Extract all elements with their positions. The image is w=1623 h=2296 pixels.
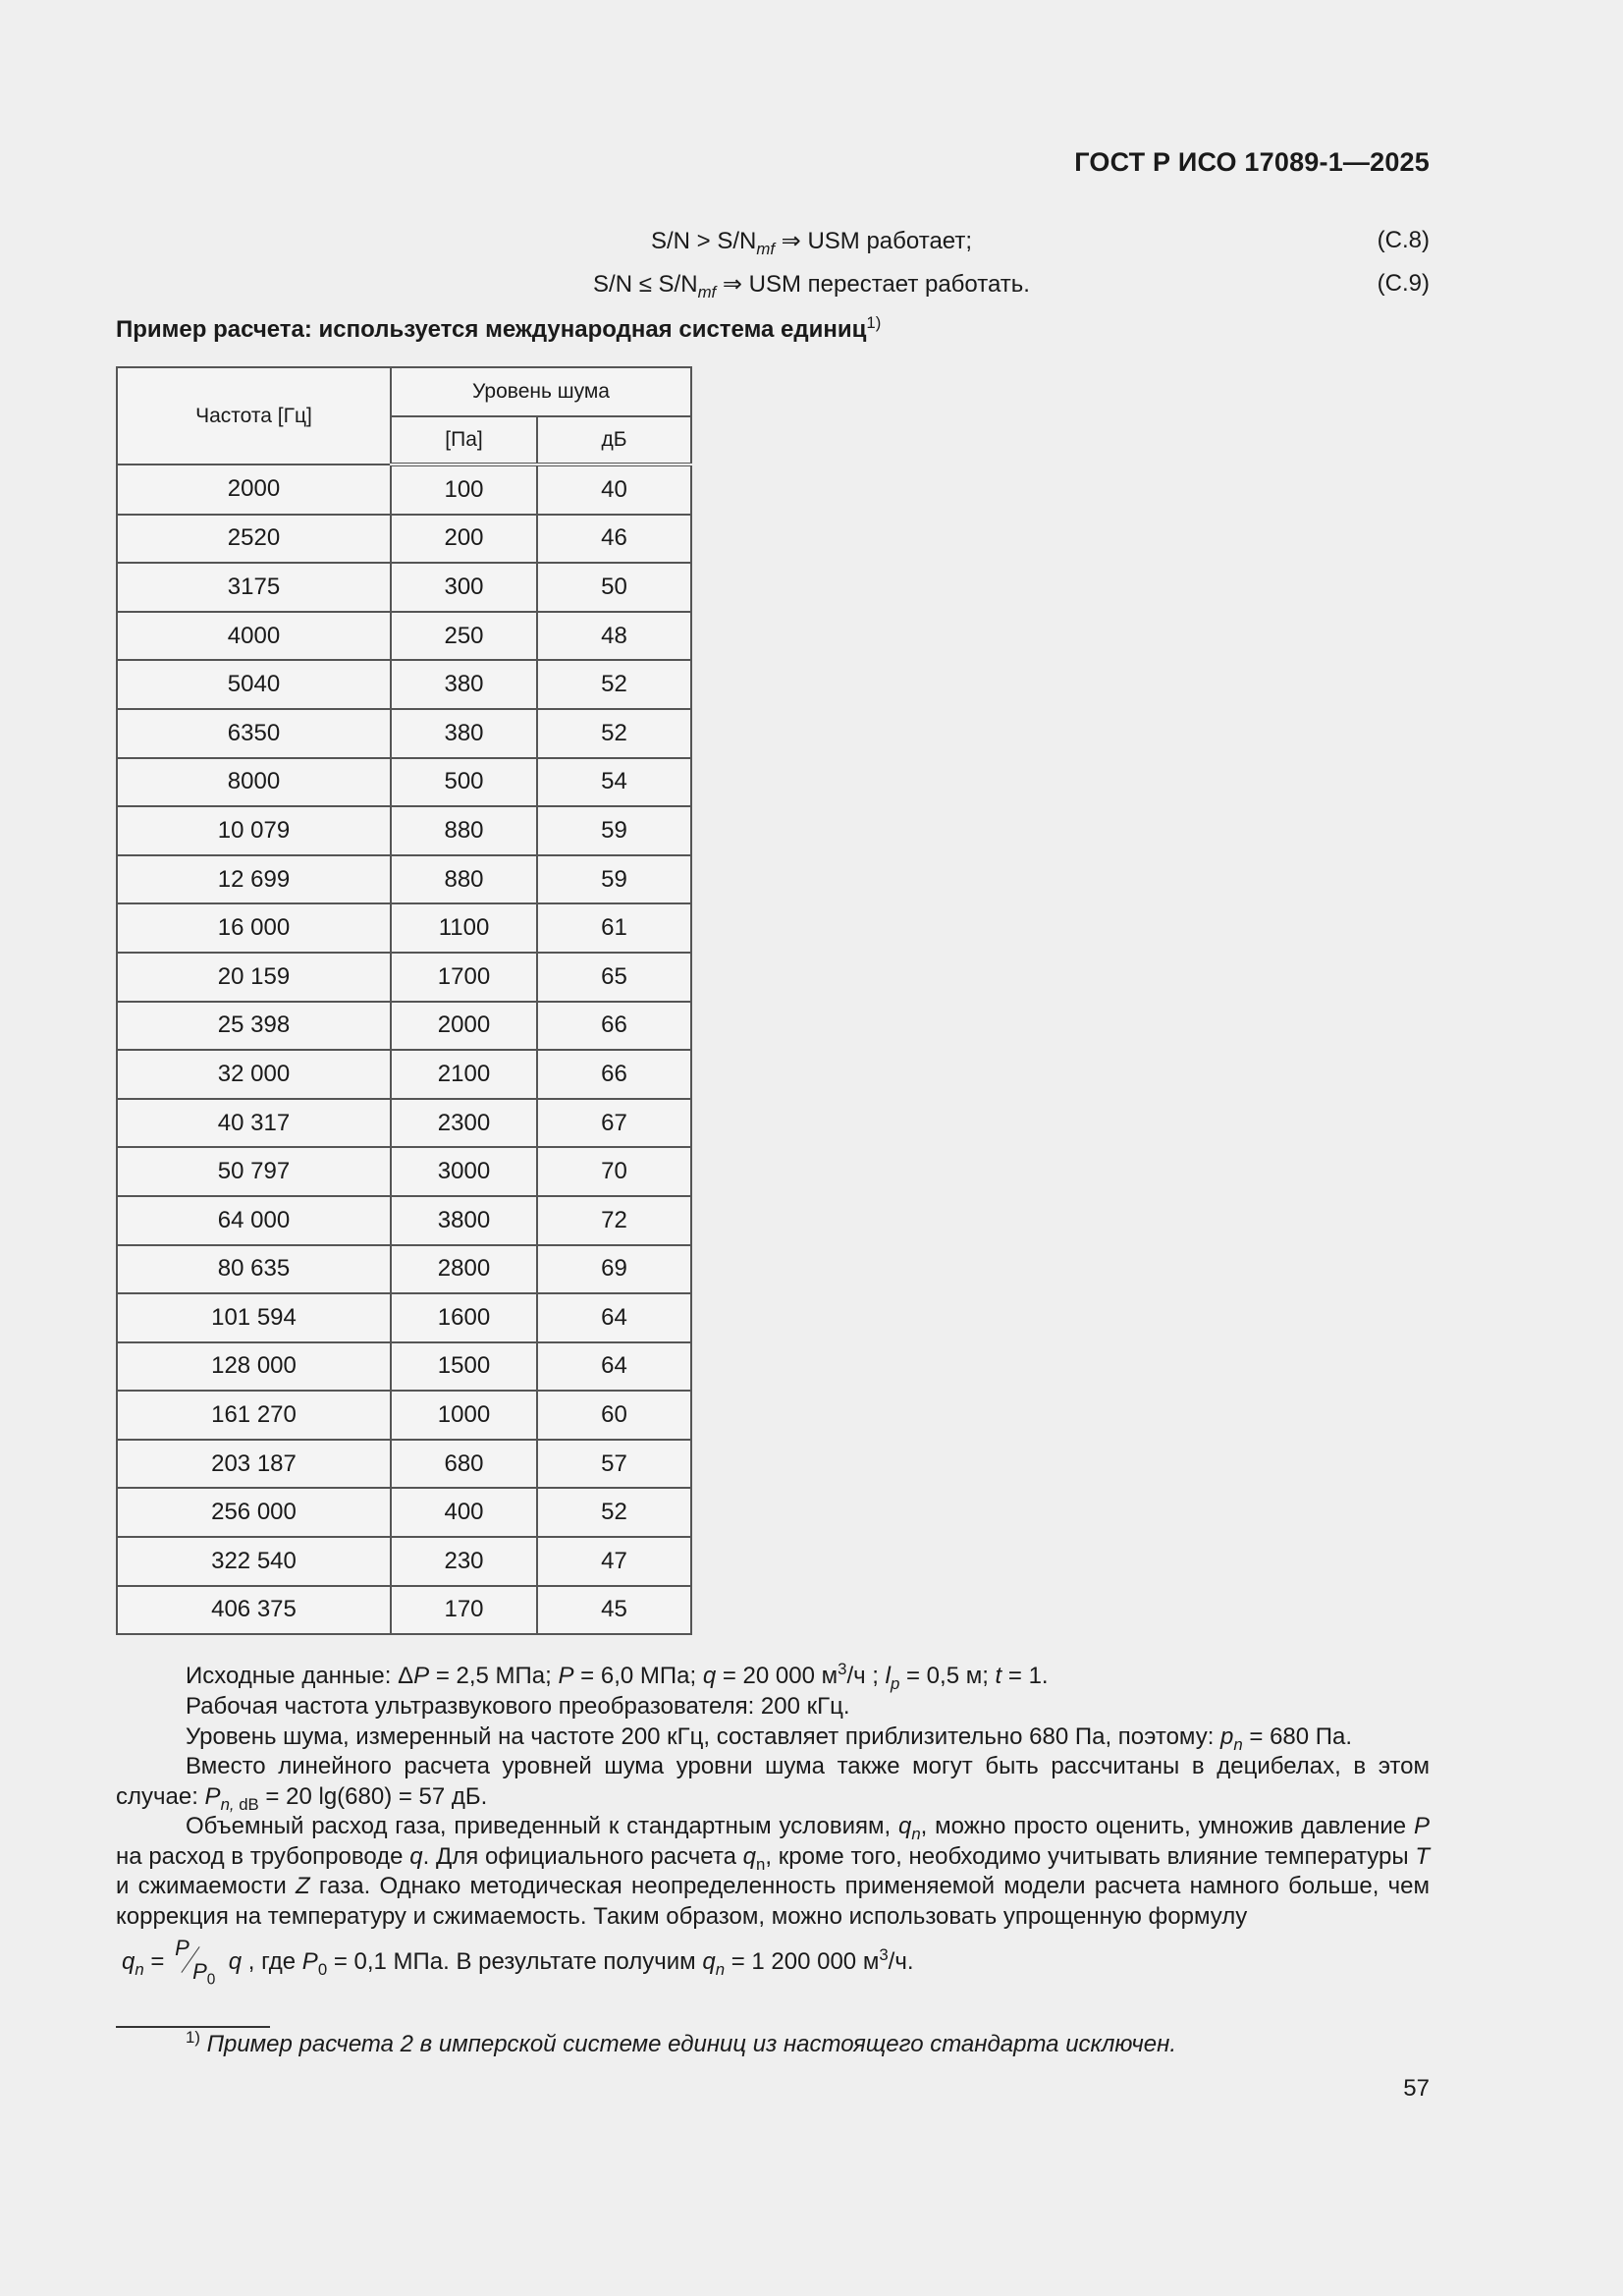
cell-frequency: 8000 — [117, 758, 391, 807]
cell-pa: 880 — [391, 855, 537, 904]
cell-db: 64 — [537, 1293, 691, 1342]
cell-pa: 300 — [391, 563, 537, 612]
cell-db: 52 — [537, 1488, 691, 1537]
paragraph-volumetric-flow: Объемный расход газа, приведенный к стандартным условиям, $q_n$, можно просто оценить, умножив давление P на расход в трубопроводе q. Для официального расчета $q_n$, кроме того, необходимо учитывать влияние температуры T и сжимаемости Z газа. Однако методическая неопределенность применяемой модели расчета намного больше, чем коррекция на температуру и сжимаемость. Таким образом, можно использовать упрощенную формулу — [116, 1813, 1430, 1930]
cell-frequency: 128 000 — [117, 1342, 391, 1392]
cell-pa: 230 — [391, 1537, 537, 1586]
cell-pa: 2800 — [391, 1245, 537, 1294]
table-row — [117, 1537, 691, 1586]
cell-db: 57 — [537, 1440, 691, 1489]
formula-fraction: P $P_0$ — [175, 1936, 216, 1989]
header-pa: [Па] — [391, 416, 537, 465]
cell-frequency: 4000 — [117, 612, 391, 661]
paragraph-decibels: Вместо линейного расчета уровней шума уровни шума также могут быть рассчитаны в децибелах, в этом случае: $P_{n, dB} = 20$ lg(680) = 57 дБ. — [116, 1753, 1430, 1814]
cell-pa: 880 — [391, 806, 537, 855]
cell-pa: 500 — [391, 758, 537, 807]
table-row — [117, 903, 691, 953]
cell-frequency: 50 797 — [117, 1147, 391, 1196]
paragraph-noise-level: Уровень шума, измеренный на частоте 200 кГц, составляет приблизительно 680 Па, поэтому: $p_n = 680$ Па. — [186, 1723, 1353, 1754]
equation-c9-text: $S/N \le S/N_{mf}$ ⇒ USM перестает работать. — [593, 271, 1030, 301]
cell-db: 66 — [537, 1002, 691, 1051]
paragraph-input-data: Исходные данные: ΔP = 2,5 МПа; P = 6,0 МПа; q = 20 000 $м^3/ч$ ; $l_p = 0,5$ м; t = 1. — [186, 1660, 1049, 1693]
table-row — [117, 563, 691, 612]
cell-db: 72 — [537, 1196, 691, 1245]
cell-db: 59 — [537, 806, 691, 855]
page-number: 57 — [1403, 2075, 1430, 2102]
example-heading: Пример расчета: используется международная система единиц$^{1)}$ — [116, 313, 882, 343]
cell-frequency: 6350 — [117, 709, 391, 758]
cell-frequency: 5040 — [117, 660, 391, 709]
cell-db: 67 — [537, 1099, 691, 1148]
cell-pa: 100 — [391, 465, 537, 515]
cell-db: 54 — [537, 758, 691, 807]
cell-pa: 1700 — [391, 953, 537, 1002]
footnote-reference[interactable]: 1) — [866, 313, 882, 332]
equation-c9 — [0, 270, 1623, 305]
cell-frequency: 80 635 — [117, 1245, 391, 1294]
footnote — [186, 2028, 1177, 2058]
table-row — [117, 1488, 691, 1537]
table-row — [117, 1342, 691, 1392]
document-header-title: ГОСТ Р ИСО 17089-1—2025 — [1074, 147, 1430, 177]
cell-db: 52 — [537, 709, 691, 758]
paragraph-operating-frequency: Рабочая частота ультразвукового преобразователя: 200 кГц. — [186, 1693, 850, 1720]
table-row — [117, 1099, 691, 1148]
table-row — [117, 709, 691, 758]
cell-pa: 2000 — [391, 1002, 537, 1051]
cell-pa: 1600 — [391, 1293, 537, 1342]
equation-c8-number: (C.8) — [1377, 227, 1430, 253]
cell-pa: 2300 — [391, 1099, 537, 1148]
table-row — [117, 758, 691, 807]
table-row — [117, 1245, 691, 1294]
cell-pa: 3000 — [391, 1147, 537, 1196]
table-body — [117, 465, 691, 1634]
cell-db: 46 — [537, 515, 691, 564]
cell-pa: 1000 — [391, 1391, 537, 1440]
equation-c8-text: $S/N > S/N_{mf}$ ⇒ USM работает; — [650, 228, 973, 258]
cell-frequency: 40 317 — [117, 1099, 391, 1148]
table-row — [117, 465, 691, 515]
table-row — [117, 1002, 691, 1051]
cell-db: 45 — [537, 1586, 691, 1635]
table-row — [117, 1440, 691, 1489]
equation-c8 — [0, 227, 1623, 262]
table-row — [117, 1196, 691, 1245]
cell-pa: 250 — [391, 612, 537, 661]
cell-frequency: 12 699 — [117, 855, 391, 904]
footnote-text: Пример расчета 2 в имперской системе единиц из настоящего стандарта исключен. — [206, 2031, 1177, 2057]
header-frequency: Частота [Гц] — [117, 367, 391, 465]
cell-db: 60 — [537, 1391, 691, 1440]
cell-db: 47 — [537, 1537, 691, 1586]
cell-pa: 2100 — [391, 1050, 537, 1099]
cell-frequency: 20 159 — [117, 953, 391, 1002]
cell-db: 70 — [537, 1147, 691, 1196]
cell-frequency: 203 187 — [117, 1440, 391, 1489]
cell-frequency: 32 000 — [117, 1050, 391, 1099]
cell-db: 50 — [537, 563, 691, 612]
header-db: дБ — [537, 416, 691, 465]
cell-pa: 400 — [391, 1488, 537, 1537]
cell-frequency: 406 375 — [117, 1586, 391, 1635]
cell-pa: 380 — [391, 709, 537, 758]
cell-pa: 170 — [391, 1586, 537, 1635]
cell-db: 61 — [537, 903, 691, 953]
footnote-mark: 1) — [186, 2028, 200, 2047]
cell-db: 66 — [537, 1050, 691, 1099]
cell-frequency: 64 000 — [117, 1196, 391, 1245]
table-row — [117, 612, 691, 661]
table-row — [117, 1293, 691, 1342]
cell-db: 59 — [537, 855, 691, 904]
cell-db: 48 — [537, 612, 691, 661]
cell-db: 69 — [537, 1245, 691, 1294]
cell-db: 52 — [537, 660, 691, 709]
table-row — [117, 1586, 691, 1635]
cell-frequency: 10 079 — [117, 806, 391, 855]
table-row — [117, 1050, 691, 1099]
header-noise-level: Уровень шума — [391, 367, 691, 416]
cell-pa: 380 — [391, 660, 537, 709]
noise-level-table — [116, 366, 692, 1635]
cell-frequency: 3175 — [117, 563, 391, 612]
cell-pa: 1500 — [391, 1342, 537, 1392]
cell-frequency: 25 398 — [117, 1002, 391, 1051]
table-row — [117, 953, 691, 1002]
cell-pa: 200 — [391, 515, 537, 564]
cell-frequency: 322 540 — [117, 1537, 391, 1586]
cell-pa: 680 — [391, 1440, 537, 1489]
cell-frequency: 161 270 — [117, 1391, 391, 1440]
cell-pa: 3800 — [391, 1196, 537, 1245]
cell-frequency: 2520 — [117, 515, 391, 564]
cell-frequency: 256 000 — [117, 1488, 391, 1537]
cell-frequency: 16 000 — [117, 903, 391, 953]
table-row — [117, 855, 691, 904]
table-row — [117, 660, 691, 709]
table-row — [117, 1391, 691, 1440]
cell-frequency: 101 594 — [117, 1293, 391, 1342]
equation-c9-number: (C.9) — [1377, 270, 1430, 297]
cell-frequency: 2000 — [117, 465, 391, 515]
formula-line: $q_n$ = P $P_0$ q , где $P_0 = 0,1$ МПа. В результате получим $q_n = 1$ 200 000 $м^3/ч$. — [122, 1936, 914, 1989]
cell-db: 65 — [537, 953, 691, 1002]
table-row — [117, 1147, 691, 1196]
cell-db: 40 — [537, 465, 691, 515]
cell-pa: 1100 — [391, 903, 537, 953]
cell-db: 64 — [537, 1342, 691, 1392]
table-row — [117, 515, 691, 564]
table-row — [117, 806, 691, 855]
